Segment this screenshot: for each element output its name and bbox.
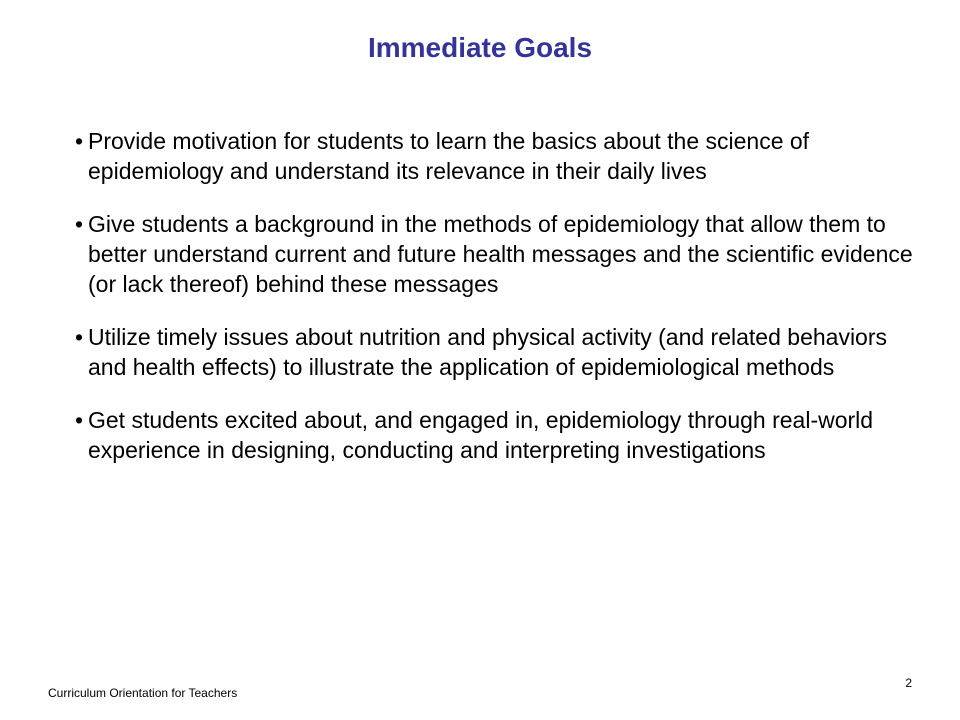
slide-title: Immediate Goals bbox=[367, 32, 593, 63]
goal-text: Provide motivation for students to learn the basics about the science of epidemiology and understand its relevance in their daily lives bbox=[88, 128, 810, 184]
goal-text: Give students a background in the methods of epidemiology that allow them to better understand current and future health messages and the scientific evidence (or lack thereof) behind these messages bbox=[88, 211, 913, 297]
goal-text: Utilize timely issues about nutrition and physical activity (and related behaviors and health effects) to illustrate the application of epidemiological methods bbox=[88, 324, 888, 380]
bullet-icon: • bbox=[75, 324, 84, 350]
goal-text: Get students excited about, and engaged in, epidemiology through real-world experience in designing, conducting and interpreting investigations bbox=[88, 407, 874, 463]
goal-item-background bbox=[75, 209, 915, 299]
bullet-icon: • bbox=[75, 128, 84, 154]
bullet-icon: • bbox=[75, 407, 84, 433]
goal-item-engagement bbox=[75, 405, 915, 465]
page-number: 2 bbox=[905, 676, 912, 690]
footer-text: Curriculum Orientation for Teachers bbox=[48, 686, 238, 700]
bullet-icon: • bbox=[75, 211, 84, 237]
goals-list bbox=[75, 126, 915, 488]
goal-item-motivation bbox=[75, 126, 915, 186]
goal-item-timely-issues bbox=[75, 322, 915, 382]
